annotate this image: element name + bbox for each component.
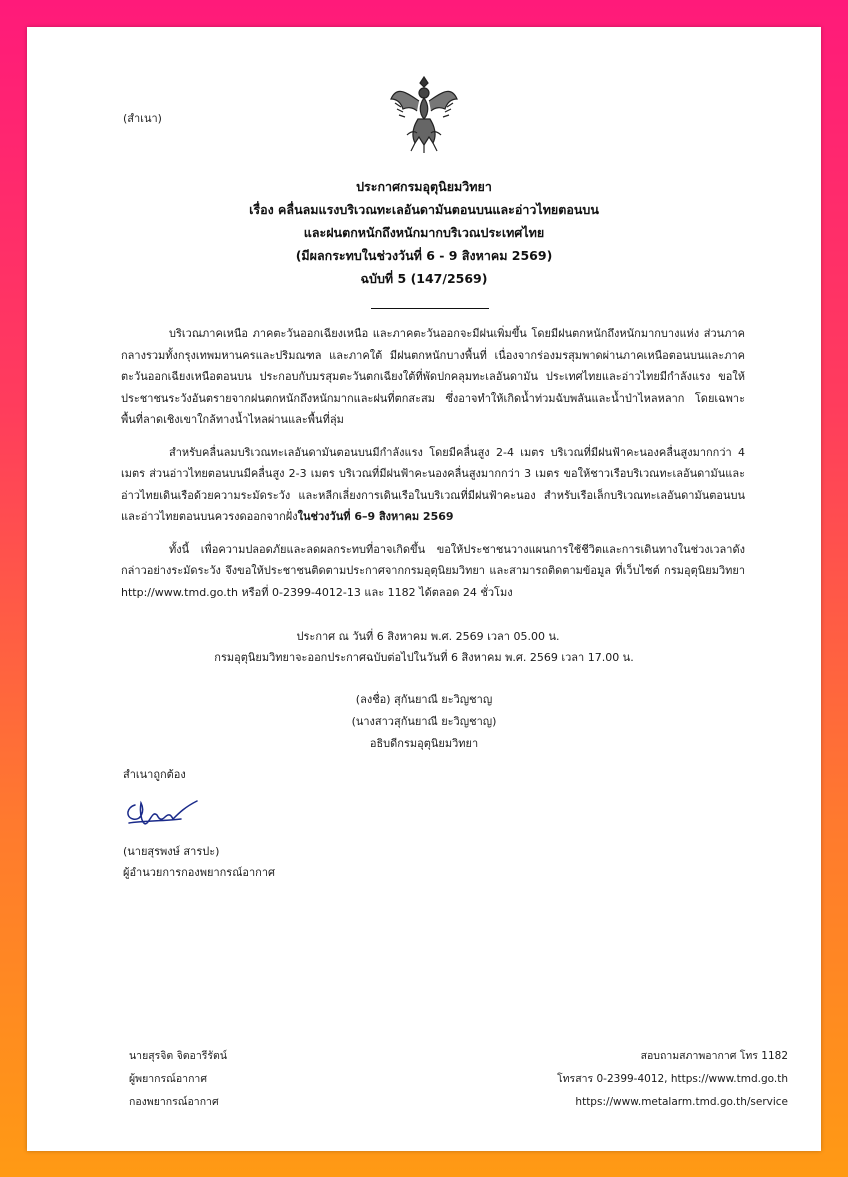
announcement-heading [27, 175, 821, 290]
hotline-text: สอบถามสภาพอากาศ โทร 1182 [640, 1050, 788, 1062]
paragraph-rain: บริเวณภาคเหนือ ภาคตะวันออกเฉียงเหนือ และภาคตะวันออกจะมีฝนเพิ่มขึ้น โดยมีฝนตกหนักถึงหนักมากบางแห่ง ส่วนภาคกลางรวมทั้งกรุงเทพมหานครและปริมณฑล และภาคใต้ มีฝนตกหนักบางพื้นที่ เนื่องจากร่องมรสุมพาดผ่านภาคเหนือตอนบนและภาคตะวันออกเฉียงเหนือตอนบน ประกอบกับมรสุมตะวันตกเฉียงใต้ที่พัดปกคลุมทะเลอันดามัน ประเทศไทยและอ่าวไทยมีกำลังแรง ขอให้ประชาชนระวังอันตรายจากฝนตกหนักถึงหนักมากและฝนที่ตกสะสม ซึ่งอาจทำให้เกิดน้ำท่วมฉับพลันและน้ำป่าไหลหลาก โดยเฉพาะพื้นที่ลาดเชิงเขาใกล้ทางน้ำไหลผ่านและพื้นที่ลุ่ม [121, 327, 745, 426]
effect-period: (มีผลกระทบในช่วงวันที่ 6 - 9 สิงหาคม 2569) [295, 248, 553, 263]
issue-number: ฉบับที่ 5 (147/2569) [360, 271, 488, 286]
signature-icon [123, 793, 201, 833]
announcement-body [121, 323, 745, 614]
forecaster-title: ผู้พยากรณ์อากาศ [129, 1073, 207, 1085]
signatory-block [27, 689, 821, 755]
forecast-division: กองพยากรณ์อากาศ [129, 1096, 219, 1108]
certifier-block [123, 841, 275, 883]
forecaster-name: นายสุรจิต จิตอารีรัตน์ [129, 1050, 228, 1062]
paragraph-waves-bold: ในช่วงวันที่ 6–9 สิงหาคม 2569 [297, 510, 454, 523]
next-issue: กรมอุตุนิยมวิทยาจะออกประกาศฉบับต่อไปในวันที่ 6 สิงหาคม พ.ศ. 2569 เวลา 17.00 น. [214, 651, 634, 664]
certifier-name: (นายสุรพงษ์ สารปะ) [123, 845, 220, 858]
document-page [27, 27, 821, 1151]
footer-left [129, 1045, 227, 1114]
subject-line-1: เรื่อง คลื่นลมแรงบริเวณทะเลอันดามันตอนบนและอ่าวไทยตอนบน [249, 202, 599, 217]
announcement-title: ประกาศกรมอุตุนิยมวิทยา [356, 179, 492, 194]
certified-copy-label: สำเนาถูกต้อง [123, 768, 186, 781]
subject-line-2: และฝนตกหนักถึงหนักมากบริเวณประเทศไทย [303, 225, 545, 240]
issued-date: ประกาศ ณ วันที่ 6 สิงหาคม พ.ศ. 2569 เวลา 05.00 น. [296, 630, 560, 643]
paragraph-advice: ทั้งนี้ เพื่อความปลอดภัยและลดผลกระทบที่อาจเกิดขึ้น ขอให้ประชาชนวางแผนการใช้ชีวิตและการเดินทางในช่วงเวลาดังกล่าวอย่างระมัดระวัง จึงขอให้ประชาชนติดตามประกาศจากกรมอุตุนิยมวิทยา และสามารถติดตามข้อมูล ที่เว็บไซต์ กรมอุตุนิยมวิทยา http://www.tmd.go.th หรือที่ 0-2399-4012-13 และ 1182 ได้ตลอด 24 ชั่วโมง [121, 542, 745, 599]
certifier-position: ผู้อำนวยการกองพยากรณ์อากาศ [123, 866, 276, 879]
heading-divider [371, 308, 489, 309]
garuda-emblem-icon [389, 73, 459, 155]
signed-line: (ลงชื่อ) สุกันยาณี ยะวิญชาญ [355, 693, 493, 706]
footer-right [557, 1045, 788, 1114]
copy-label: (สำเนา) [123, 112, 162, 125]
fax-website-text: โทรสาร 0-2399-4012, https://www.tmd.go.th [557, 1073, 788, 1085]
paragraph-waves-text: สำหรับคลื่นลมบริเวณทะเลอันดามันตอนบนมีกำลังแรง โดยมีคลื่นสูง 2-4 เมตร บริเวณที่มีฝนฟ้าคะนองคลื่นสูงมากกว่า 4 เมตร ส่วนอ่าวไทยตอนบนมีคลื่นสูง 2-3 เมตร บริเวณที่มีฝนฟ้าคะนองคลื่นสูงมากกว่า 3 เมตร ขอให้ชาวเรือบริเวณทะเลอันดามันและอ่าวไทยเดินเรือด้วยความระมัดระวัง และหลีกเลี่ยงการเดินเรือในบริเวณที่มีฝนฟ้าคะนอง สำหรับเรือเล็กบริเวณทะเลอันดามันตอนบนและอ่าวไทยตอนบนควรงดออกจากฝั่ง [121, 445, 745, 523]
signatory-position: อธิบดีกรมอุตุนิยมวิทยา [369, 737, 479, 750]
issue-info [27, 626, 821, 668]
signatory-name: (นางสาวสุกันยาณี ยะวิญชาญ) [351, 715, 497, 728]
paragraph-waves [121, 442, 745, 528]
metalarm-link[interactable]: https://www.metalarm.tmd.go.th/service [575, 1096, 788, 1108]
